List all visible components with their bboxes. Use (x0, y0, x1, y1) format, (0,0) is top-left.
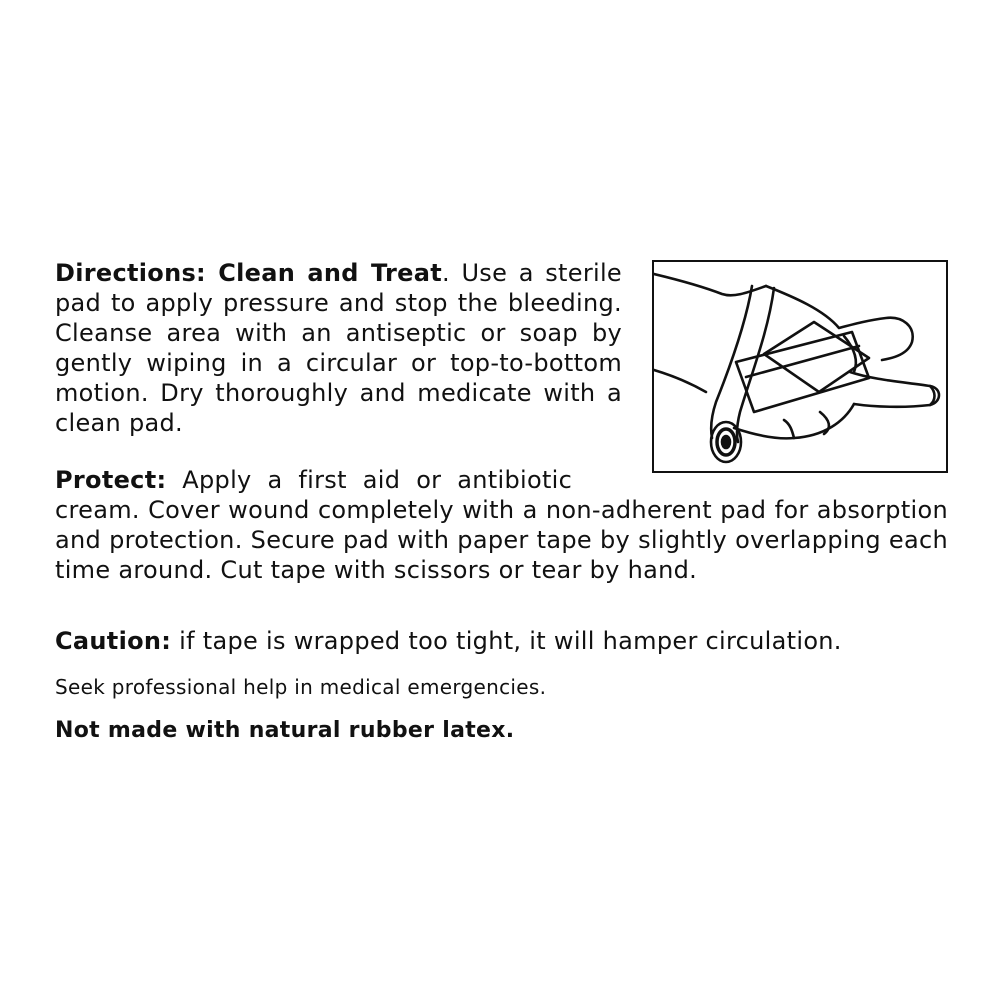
directions-body: . Use a sterile pad to apply pressure and stop the bleeding. Cleanse area with an antiseptic or soap by gently wiping in a circular or top-to-bottom motion. Dry thoroughly and medicate with a clean pad. (55, 259, 622, 437)
caution-paragraph (55, 626, 948, 656)
directions-paragraph (55, 258, 622, 438)
protect-first-line: Apply a first aid or antibiotic (166, 466, 573, 494)
caution-body: if tape is wrapped too tight, it will hamper circulation. (171, 627, 842, 655)
protect-heading: Protect: (55, 466, 167, 494)
protect-paragraph-first-line (55, 465, 615, 495)
caution-heading: Caution: (55, 627, 172, 655)
directions-heading: Directions: Clean and Treat (55, 259, 442, 287)
hand-taping-bandage-illustration (652, 260, 948, 473)
latex-notice: Not made with natural rubber latex. (55, 718, 515, 743)
seek-help-notice: Seek professional help in medical emergencies. (55, 675, 547, 699)
protect-paragraph-body: cream. Cover wound completely with a non-adherent pad for absorption and protection. Secure pad with paper tape by slightly overlapping each time around. Cut tape with scissors or tear by hand. (55, 496, 948, 584)
